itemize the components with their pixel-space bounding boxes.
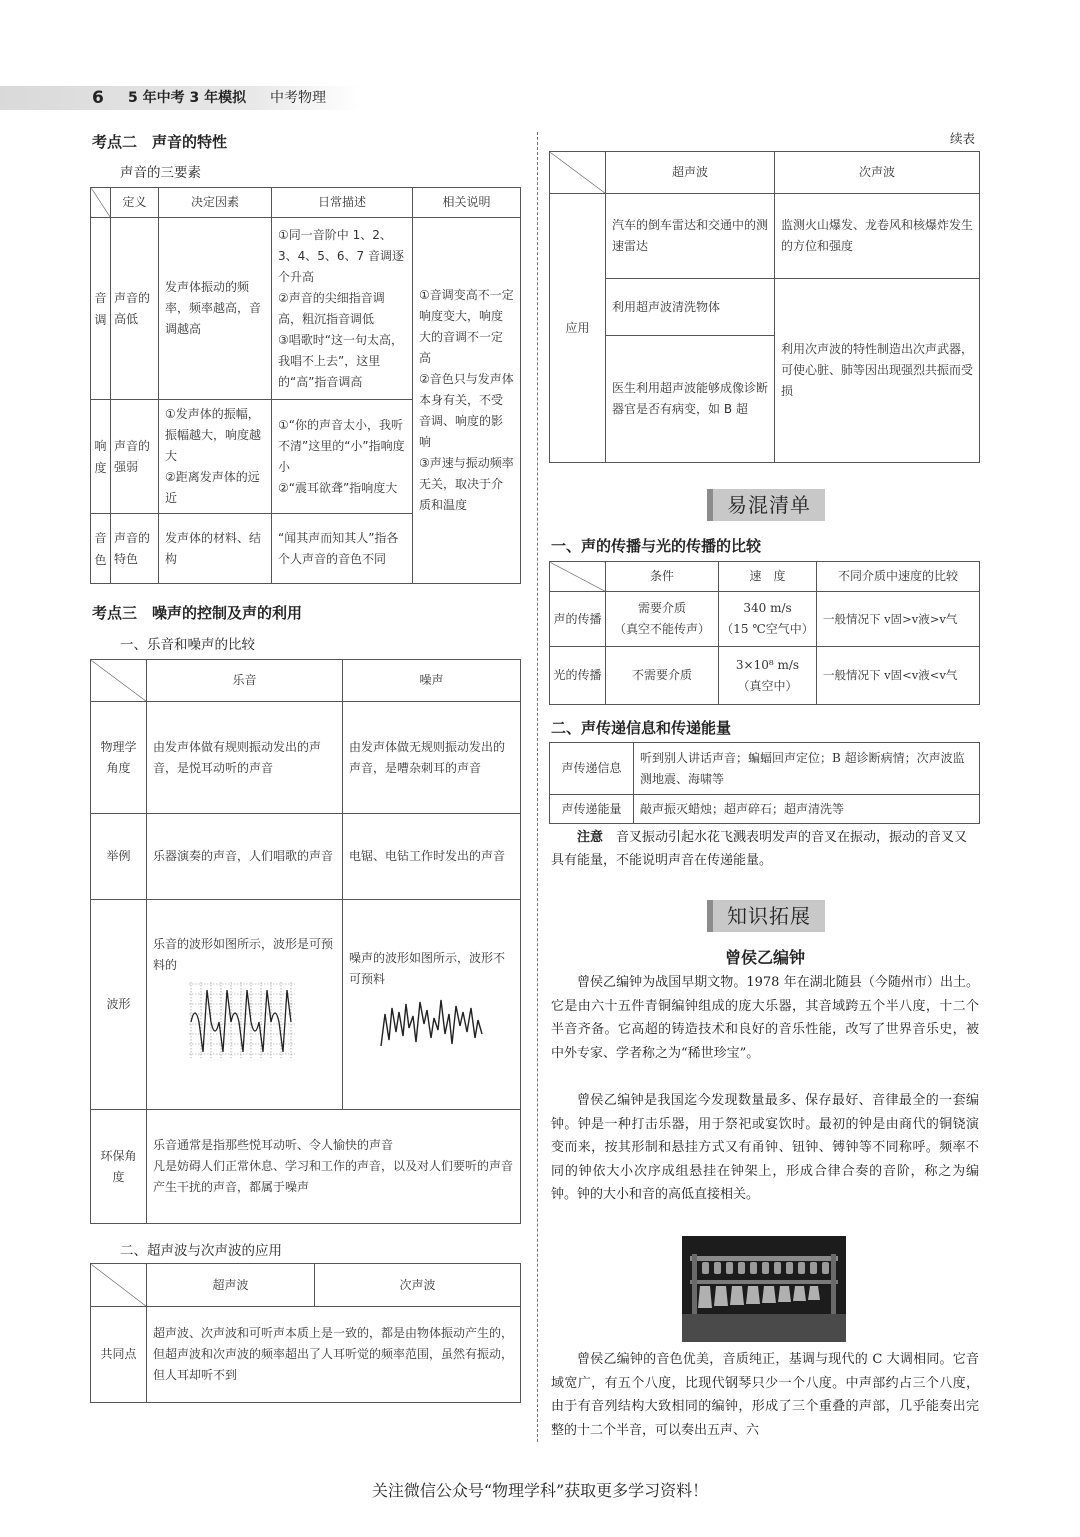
note-paragraph	[551, 826, 979, 872]
music-noise-table	[90, 659, 521, 1224]
noise-waveform-figure	[379, 994, 489, 1054]
section2-title: 考点二 声音的特性	[92, 133, 228, 151]
confusion-sub1: 一、声的传播与光的传播的比较	[551, 537, 762, 555]
header-infrasound: 次声波	[775, 152, 980, 194]
header-compare: 不同介质中速度的比较	[817, 562, 980, 592]
physics-music: 由发声体做有规则振动发出的声音，是悦耳动听的声音	[147, 702, 343, 814]
loudness-definition: 声音的强弱	[111, 400, 159, 514]
book-brand: 5 年中考 3 年模拟	[128, 90, 247, 106]
sound-condition: 需要介质 （真空不能传声）	[606, 592, 719, 647]
wave-noise-cell	[343, 900, 521, 1110]
physics-noise: 由发声体做无规则振动发出的声音，是嘈杂刺耳的声音	[343, 702, 521, 814]
header-factor: 决定因素	[159, 188, 272, 218]
pitch-definition: 声音的高低	[111, 218, 159, 400]
ultra-application-3: 医生利用超声波能够成像诊断器官是否有病变，如 B 超	[606, 336, 775, 463]
section3-title: 考点三 噪声的控制及声的利用	[92, 604, 303, 622]
ultra-application-1: 汽车的倒车雷达和交通中的测速雷达	[606, 194, 775, 279]
loudness-daily: ①“你的声音太小，我听不清”这里的“小”指响度小 ②“震耳欲聋”指响度大	[272, 400, 413, 514]
row-physics-label: 物理学角度	[91, 702, 147, 814]
expand-paragraph-3: 曾侯乙编钟的音色优美，音质纯正，基调与现代的 C 大调相同。它音域宽广，有五个八度，比现代钢琴只少一个八度。中声部约占三个八度，由于有音列结构大致相同的编钟，形成了三个重叠的声部，几乎能奏出完整的十二个半音，可以奏出五声、六	[551, 1352, 979, 1438]
row-wave-label: 波形	[91, 900, 147, 1110]
table-corner	[550, 152, 606, 194]
ultra-application-2: 利用超声波清洗物体	[606, 279, 775, 336]
table-corner	[550, 562, 606, 592]
continued-label: 续表	[950, 131, 976, 146]
row-env-label: 环保角度	[91, 1110, 147, 1224]
expand-paragraph-2: 曾侯乙编钟是我国迄今发现数量最多、保存最好、音律最全的一套编钟。钟是一种打击乐器，用于祭祀或宴饮时。最初的钟是由商代的铜铙演变而来，按其形制和悬挂方式又有甬钟、钮钟、镈钟等不同称呼。频率不同的钟依大小次序成组悬挂在钟架上，形成合律合奏的音阶，称之为编钟。钟的大小和音的高低直接相关。	[551, 1093, 979, 1202]
table-corner	[91, 1264, 147, 1307]
wave-music-text: 乐音的波形如图所示，波形是可预料的	[153, 937, 334, 972]
header-notes: 相关说明	[413, 188, 521, 218]
related-notes: ①音调变高不一定响度变大，响度大的音调不一定高 ②音色只与发声体本身有关，不受音调、响度的影响 ③声速与振动频率无关，取决于介质和温度	[413, 218, 521, 584]
light-condition: 不需要介质	[606, 647, 719, 705]
timbre-definition: 声音的特色	[111, 514, 159, 584]
header-music: 乐音	[147, 660, 343, 702]
light-speed: 3×10⁸ m/s （真空中）	[719, 647, 817, 705]
header-definition: 定义	[111, 188, 159, 218]
bianzhong-photo	[682, 1236, 846, 1342]
pitch-factor: 发声体振动的频率，频率越高，音调越高	[159, 218, 272, 400]
row-info-label: 声传递信息	[550, 743, 634, 795]
table-corner	[91, 660, 147, 702]
light-compare: 一般情况下 v固<v液<v气	[817, 647, 980, 705]
section3-sub2: 二、超声波与次声波的应用	[120, 1243, 282, 1259]
energy-text: 敲声振灭蜡烛；超声碎石；超声清洗等	[634, 795, 980, 824]
book-subject: 中考物理	[270, 90, 326, 106]
expand-paragraph-1: 曾侯乙编钟为战国早期文物。1978 年在湖北随县（今随州市）出土。它是由六十五件青铜编钟组成的庞大乐器，其音域跨五个半八度，十二个半音齐备。它高超的铸造技术和良好的音乐性能，改写了世界音乐史，被中外专家、学者称之为“稀世珍宝”。	[551, 975, 979, 1061]
header-ultrasound: 超声波	[606, 152, 775, 194]
sound-light-table	[549, 561, 980, 705]
ultra-infra-application-table	[549, 151, 980, 463]
row-light-label: 光的传播	[550, 647, 606, 705]
row-loudness-label: 响度	[91, 400, 111, 514]
header-condition: 条件	[606, 562, 719, 592]
section2-subtitle: 声音的三要素	[120, 165, 201, 181]
page-number: 6	[92, 88, 104, 108]
infra-application-1: 监测火山爆发、龙卷风和核爆炸发生的方位和强度	[775, 194, 980, 279]
three-elements-table	[90, 187, 521, 584]
confusion-badge: 易混清单	[707, 489, 825, 521]
column-divider	[537, 132, 538, 1442]
wave-noise-text: 噪声的波形如图所示，波形不可预料	[349, 951, 506, 986]
confusion-sub2: 二、声传递信息和传递能量	[551, 719, 732, 737]
loudness-factor: ①发声体的振幅，振幅越大，响度越大 ②距离发声体的远近	[159, 400, 272, 514]
infra-application-2: 利用次声波的特性制造出次声武器，可使心脏、肺等因出现强烈共振而受损	[775, 279, 980, 463]
example-music: 乐器演奏的声音，人们唱歌的声音	[147, 814, 343, 900]
note-label: 注意	[577, 830, 604, 845]
row-sound-label: 声的传播	[550, 592, 606, 647]
common-text: 超声波、次声波和可听声本质上是一致的，都是由物体振动产生的，但超声波和次声波的频率超出了人耳听觉的频率范围，虽然有振动，但人耳却听不到	[147, 1307, 521, 1403]
note-text: 音叉振动引起水花飞溅表明发声的音叉在振动，振动的音叉又具有能量，不能说明声音在传递能量。	[551, 830, 968, 868]
row-pitch-label: 音调	[91, 218, 111, 400]
env-text: 乐音通常是指那些悦耳动听、令人愉快的声音 凡是妨碍人们正常休息、学习和工作的声音，以及对人们要听的声音产生干扰的声音，都属于噪声	[147, 1110, 521, 1224]
table-corner	[91, 188, 111, 218]
timbre-daily: “闻其声而知其人”指各个人声音的音色不同	[272, 514, 413, 584]
music-waveform-figure	[189, 982, 295, 1060]
header-speed: 速 度	[719, 562, 817, 592]
row-timbre-label: 音色	[91, 514, 111, 584]
wave-music-cell	[147, 900, 343, 1110]
info-text: 听到别人讲话声音；蝙蝠回声定位；B 超诊断病情；次声波监测地震、海啸等	[634, 743, 980, 795]
example-noise: 电锯、电钻工作时发出的声音	[343, 814, 521, 900]
header-infrasound: 次声波	[315, 1264, 521, 1307]
header-daily: 日常描述	[272, 188, 413, 218]
footer-text: 关注微信公众号“物理学科”获取更多学习资料！	[371, 1481, 709, 1500]
row-common-label: 共同点	[91, 1307, 147, 1403]
timbre-factor: 发声体的材料、结构	[159, 514, 272, 584]
header-noise: 噪声	[343, 660, 521, 702]
row-energy-label: 声传递能量	[550, 795, 634, 824]
row-example-label: 举例	[91, 814, 147, 900]
sound-speed: 340 m/s （15 ℃空气中）	[719, 592, 817, 647]
ultra-infra-common-table	[90, 1263, 521, 1403]
header-ultrasound: 超声波	[147, 1264, 315, 1307]
sound-compare: 一般情况下 v固>v液>v气	[817, 592, 980, 647]
expand-badge: 知识拓展	[707, 900, 825, 932]
info-energy-table	[549, 742, 980, 824]
row-application-label: 应用	[550, 194, 606, 463]
expand-title: 曾侯乙编钟	[724, 948, 805, 967]
pitch-daily: ①同一音阶中 1、2、3、4、5、6、7 音调逐个升高 ②声音的尖细指音调高，粗沉指音调低 ③唱歌时“这一句太高，我唱不上去”，这里的“高”指音调高	[272, 218, 413, 400]
section3-sub1: 一、乐音和噪声的比较	[120, 637, 255, 653]
